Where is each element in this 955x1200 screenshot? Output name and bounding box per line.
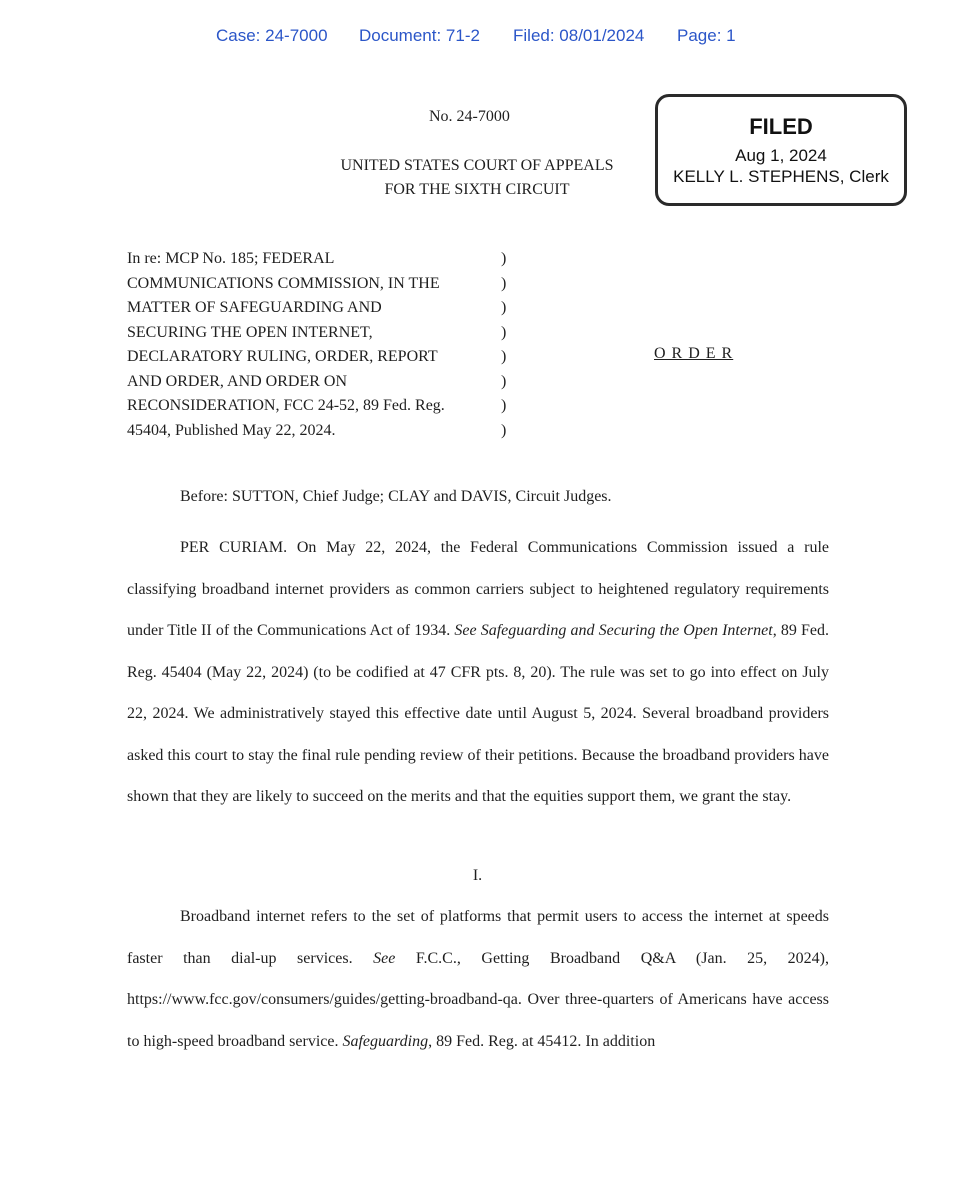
caption-line: DECLARATORY RULING, ORDER, REPORT — [127, 348, 438, 365]
paragraph-per-curiam — [127, 527, 829, 818]
para-text: PER CURIAM. On May 22, 2024, the Federal Communications Commission issued a rule classifying broadband internet providers as common carriers subject to heightened regulatory requirements under Title II of the Communications Act of 1934. — [127, 539, 829, 639]
caption-paren: ) — [501, 397, 507, 414]
order-title: O R D E R — [654, 345, 734, 362]
document-number-link[interactable]: Document: 71-2 — [359, 26, 480, 45]
panel-line: Before: SUTTON, Chief Judge; CLAY and DAVIS, Circuit Judges. — [180, 488, 612, 505]
court-name — [310, 154, 644, 202]
caption-line: RECONSIDERATION, FCC 24-52, 89 Fed. Reg. — [127, 397, 445, 414]
case-number-link[interactable]: Case: 24-7000 — [216, 26, 328, 45]
caption-paren: ) — [501, 323, 507, 341]
stamp-date: Aug 1, 2024 — [735, 146, 827, 165]
caption-line: In re: MCP No. 185; FEDERAL — [127, 250, 335, 267]
caption-line: MATTER OF SAFEGUARDING AND — [127, 299, 382, 316]
para-text: F.C.C., Getting Broadband Q&A (Jan. 25, 2024), https://www.fcc.gov/consumers/guides/getting-broadband-qa. Over three-quarters of Americans have access to high-speed broadband service. — [127, 949, 830, 1050]
caption-parentheses — [501, 247, 506, 443]
filing-header — [0, 26, 955, 50]
para-signal-italic: See — [373, 949, 396, 967]
caption-paren: ) — [501, 250, 507, 267]
stamp-clerk: KELLY L. STEPHENS, Clerk — [673, 167, 889, 186]
paragraph-broadband — [127, 896, 829, 1062]
caption-paren: ) — [501, 421, 507, 439]
para-text: , 89 Fed. Reg. 45404 (May 22, 2024) (to be codified at 47 CFR pts. 8, 20). The rule was set to go into effect on July 22, 2024. We administratively stayed this effective date until August 5, 2024. Several broadband providers asked this court to stay the final rule pending review of their petitions. Because the broadband providers have shown that they are likely to succeed on the merits and that the equities support them, we grant the stay. — [127, 622, 829, 805]
para-text: Broadband internet refers to the set of platforms that permit users to access the internet at speeds faster than dial-up services. — [127, 908, 829, 967]
page-number-link[interactable]: Page: 1 — [677, 26, 736, 45]
filed-stamp — [655, 94, 907, 206]
caption-line: SECURING THE OPEN INTERNET, — [127, 323, 373, 341]
para-citation-italic: Safeguarding — [342, 1032, 429, 1050]
para-citation-italic: See Safeguarding and Securing the Open Internet — [454, 622, 773, 639]
caption-paren: ) — [501, 299, 507, 316]
para-text: , 89 Fed. Reg. at 45412. In addition — [428, 1032, 656, 1050]
caption-paren: ) — [501, 274, 507, 292]
court-name-line-1: UNITED STATES COURT OF APPEALS — [340, 157, 614, 174]
section-heading: I. — [472, 867, 483, 884]
stamp-title: FILED — [749, 114, 813, 139]
court-name-line-2: FOR THE SIXTH CIRCUIT — [384, 181, 570, 198]
caption-line: AND ORDER, AND ORDER ON — [127, 372, 348, 390]
caption-line: 45404, Published May 22, 2024. — [127, 421, 336, 439]
caption-paren: ) — [501, 372, 507, 390]
case-caption — [127, 247, 445, 443]
caption-paren: ) — [501, 348, 507, 365]
docket-number: No. 24-7000 — [429, 108, 510, 125]
caption-line: COMMUNICATIONS COMMISSION, IN THE — [127, 274, 440, 292]
filed-date-link[interactable]: Filed: 08/01/2024 — [513, 26, 645, 45]
